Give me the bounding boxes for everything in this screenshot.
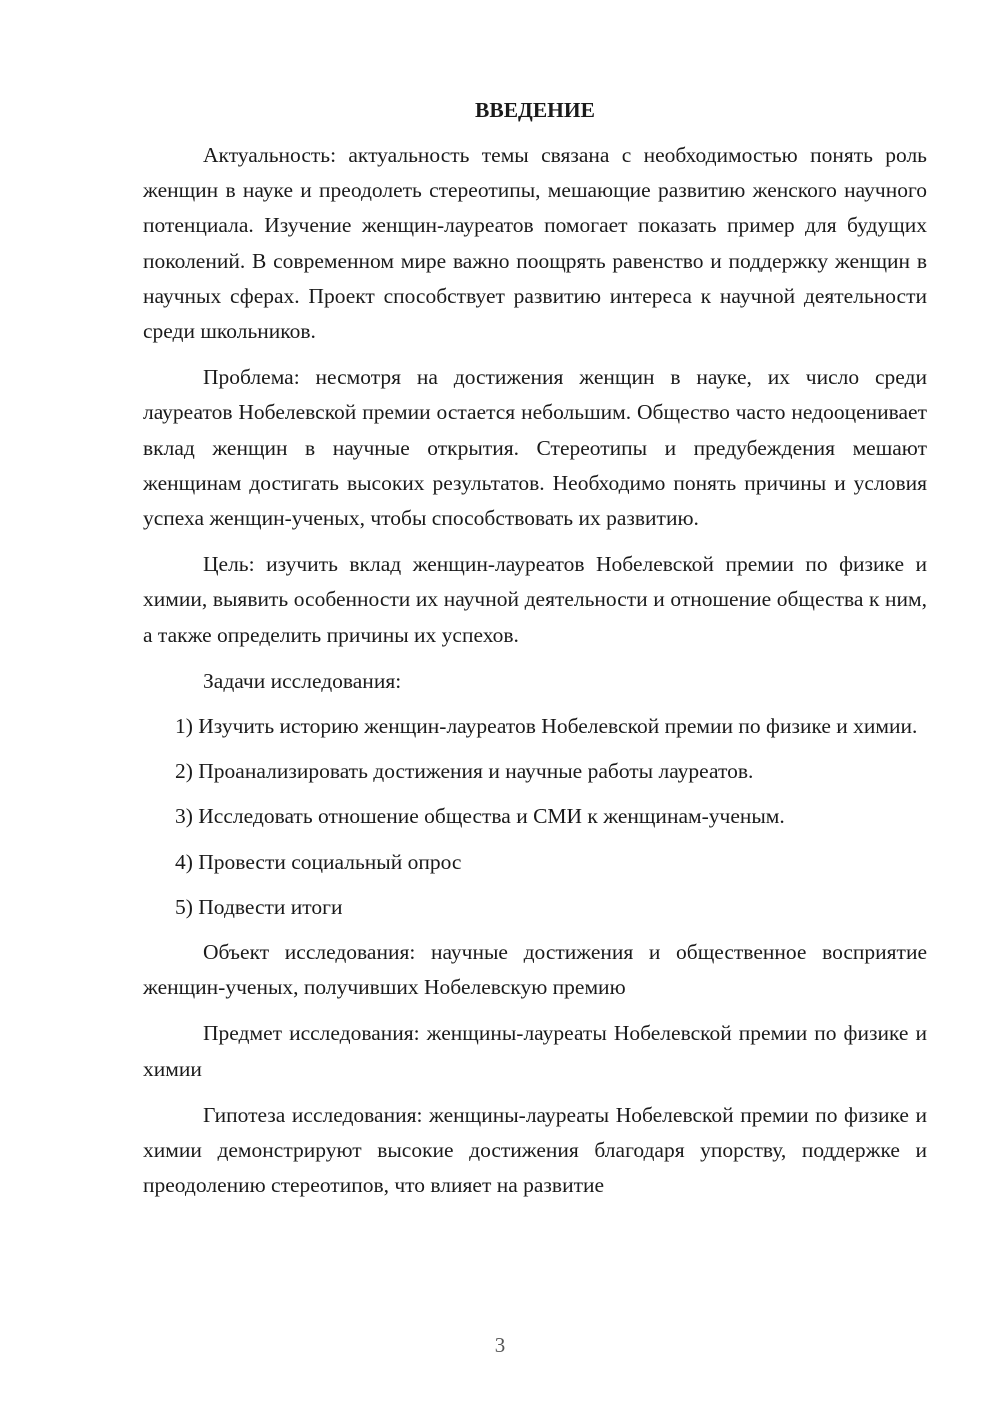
tasks-heading: Задачи исследования: (203, 668, 402, 693)
task-item: 1) Изучить историю женщин-лауреатов Нобелевской премии по физике и химии. (175, 714, 918, 739)
object-paragraph: Объект исследования: научные достижения и общественное восприятие женщин-ученых, получивших Нобелевскую премию (143, 940, 927, 1000)
goal-paragraph: Цель: изучить вклад женщин-лауреатов Нобелевской премии по физике и химии, выявить особенности их научной деятельности и отношение общества к ним, а также определить причины их успехов. (143, 552, 927, 647)
subject-paragraph: Предмет исследования: женщины-лауреаты Нобелевской премии по физике и химии (143, 1021, 927, 1081)
tasks-list (143, 709, 927, 925)
task-item: 3) Исследовать отношение общества и СМИ к женщинам-ученым. (175, 804, 785, 829)
task-item: 2) Проанализировать достижения и научные работы лауреатов. (175, 759, 754, 784)
relevance-paragraph: Актуальность: актуальность темы связана с необходимостью понять роль женщин в науке и преодолеть стереотипы, мешающие развитию женского научного потенциала. Изучение женщин-лауреатов помогает показать пример для будущих поколений. В современном мире важно поощрять равенство и поддержку женщин в научных сферах. Проект способствует развитию интереса к научной деятельности среди школьников. (143, 143, 927, 344)
task-item: 5) Подвести итоги (175, 894, 343, 919)
task-item: 4) Провести социальный опрос (175, 849, 462, 874)
page-number: 3 (494, 1333, 506, 1357)
page-title: ВВЕДЕНИЕ (475, 98, 595, 122)
problem-paragraph: Проблема: несмотря на достижения женщин в науке, их число среди лауреатов Нобелевской премии остается небольшим. Общество часто недооценивает вклад женщин в научные открытия. Стереотипы и предубеждения мешают женщинам достигать высоких результатов. Необходимо понять причины и условия успеха женщин-ученых, чтобы способствовать их развитию. (143, 365, 927, 531)
document-page (143, 92, 927, 1214)
hypothesis-paragraph: Гипотеза исследования: женщины-лауреаты Нобелевской премии по физике и химии демонстрируют высокие достижения благодаря упорству, поддержке и преодолению стереотипов, что влияет на развитие (143, 1102, 927, 1198)
